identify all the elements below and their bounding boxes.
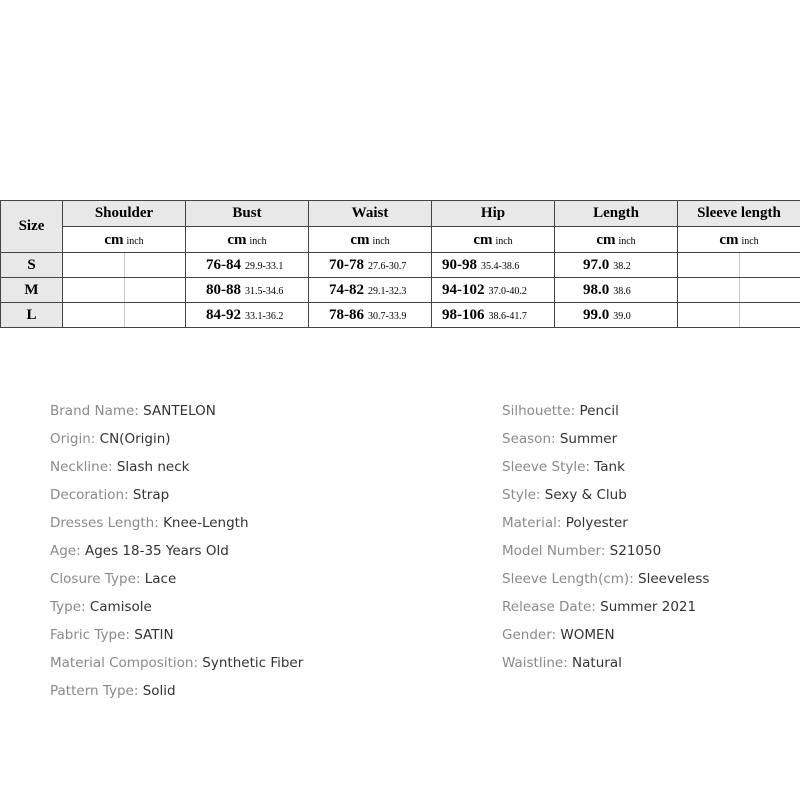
length-inch: 38.2 <box>613 261 631 272</box>
shoulder-value-empty <box>63 303 186 328</box>
spec-value: Strap <box>132 487 170 503</box>
length-inch: 39.0 <box>613 311 631 322</box>
waist-cm: 78-86 <box>329 307 364 323</box>
spec-dresses-length <box>50 510 303 538</box>
spec-value: Ages 18-35 Years Old <box>84 543 229 559</box>
sleeve-length-value-empty <box>678 303 800 328</box>
waist-units <box>309 227 432 253</box>
header-row-units <box>1 227 800 253</box>
spec-label: Season: <box>502 431 560 447</box>
length-cm: 98.0 <box>583 282 610 298</box>
size-chart-table <box>0 200 800 328</box>
spec-label: Material Composition: <box>50 655 203 671</box>
size-label: M <box>1 278 63 303</box>
waist-value <box>309 303 432 328</box>
spec-waistline <box>502 650 709 678</box>
spec-label: Material: <box>502 515 566 531</box>
spec-model-number <box>502 538 709 566</box>
waist-value <box>309 278 432 303</box>
length-units <box>555 227 678 253</box>
sleeve-length-units <box>678 227 800 253</box>
spec-sleeve-style <box>502 454 709 482</box>
hip-cm: 98-106 <box>442 307 485 323</box>
hip-cm: 94-102 <box>442 282 485 298</box>
sleeve-length-header: Sleeve length <box>678 201 800 227</box>
spec-age <box>50 538 303 566</box>
waist-inch: 29.1-32.3 <box>368 286 407 297</box>
header-row-measurements <box>1 201 800 227</box>
spec-type <box>50 594 303 622</box>
spec-silhouette <box>502 398 709 426</box>
hip-inch: 35.4-38.6 <box>481 261 520 272</box>
table-row <box>1 253 800 278</box>
specs-left-column <box>50 398 303 706</box>
spec-fabric-type <box>50 622 303 650</box>
spec-value: Natural <box>572 655 622 671</box>
unit-cm: cm <box>227 231 247 248</box>
spec-label: Closure Type: <box>50 571 145 587</box>
spec-value: Polyester <box>565 515 628 531</box>
spec-value: Knee-Length <box>163 515 249 531</box>
spec-style <box>502 482 709 510</box>
spec-value: S21050 <box>609 543 662 559</box>
spec-label: Release Date: <box>502 599 601 615</box>
waist-value <box>309 253 432 278</box>
unit-cm: cm <box>473 231 493 248</box>
spec-label: Origin: <box>50 431 100 447</box>
unit-inch: inch <box>372 235 390 247</box>
length-header: Length <box>555 201 678 227</box>
spec-sleeve-length <box>502 566 709 594</box>
hip-value <box>432 303 555 328</box>
bust-cm: 80-88 <box>206 282 241 298</box>
spec-value: Tank <box>594 459 625 475</box>
spec-value: SATIN <box>134 627 174 643</box>
bust-cm: 76-84 <box>206 257 241 273</box>
length-cm: 99.0 <box>583 307 610 323</box>
spec-decoration <box>50 482 303 510</box>
hip-cm: 90-98 <box>442 257 477 273</box>
size-column-header: Size <box>1 201 63 253</box>
bust-inch: 29.9-33.1 <box>245 261 284 272</box>
size-label: S <box>1 253 63 278</box>
spec-value: CN(Origin) <box>99 431 171 447</box>
spec-value: WOMEN <box>560 627 615 643</box>
spec-pattern-type <box>50 678 303 706</box>
unit-cm: cm <box>719 231 739 248</box>
unit-inch: inch <box>249 235 267 247</box>
spec-value: Summer <box>559 431 618 447</box>
spec-value: Sleeveless <box>638 571 710 587</box>
unit-cm: cm <box>596 231 616 248</box>
spec-season <box>502 426 709 454</box>
spec-material-composition <box>50 650 303 678</box>
hip-value <box>432 253 555 278</box>
hip-value <box>432 278 555 303</box>
length-value <box>555 253 678 278</box>
spec-label: Age: <box>50 543 85 559</box>
hip-inch: 38.6-41.7 <box>488 311 527 322</box>
spec-value: Camisole <box>89 599 152 615</box>
spec-value: SANTELON <box>143 403 216 419</box>
spec-label: Sleeve Length(cm): <box>502 571 639 587</box>
bust-inch: 33.1-36.2 <box>245 311 284 322</box>
bust-value <box>186 253 309 278</box>
spec-gender <box>502 622 709 650</box>
spec-value: Synthetic Fiber <box>202 655 304 671</box>
length-value <box>555 278 678 303</box>
bust-cm: 84-92 <box>206 307 241 323</box>
shoulder-units <box>63 227 186 253</box>
spec-label: Fabric Type: <box>50 627 135 643</box>
bust-header: Bust <box>186 201 309 227</box>
size-label: L <box>1 303 63 328</box>
unit-inch: inch <box>126 235 144 247</box>
spec-label: Pattern Type: <box>50 683 143 699</box>
spec-release-date <box>502 594 709 622</box>
waist-inch: 30.7-33.9 <box>368 311 407 322</box>
spec-value: Summer 2021 <box>600 599 697 615</box>
spec-value: Slash neck <box>116 459 190 475</box>
hip-inch: 37.0-40.2 <box>488 286 527 297</box>
unit-cm: cm <box>350 231 370 248</box>
spec-label: Model Number: <box>502 543 610 559</box>
shoulder-value-empty <box>63 253 186 278</box>
waist-cm: 74-82 <box>329 282 364 298</box>
spec-label: Waistline: <box>502 655 573 671</box>
unit-inch: inch <box>495 235 513 247</box>
specs-right-column <box>502 398 709 678</box>
sleeve-length-value-empty <box>678 278 800 303</box>
waist-inch: 27.6-30.7 <box>368 261 407 272</box>
bust-value <box>186 303 309 328</box>
spec-label: Neckline: <box>50 459 117 475</box>
length-cm: 97.0 <box>583 257 610 273</box>
shoulder-header: Shoulder <box>63 201 186 227</box>
waist-header: Waist <box>309 201 432 227</box>
table-row <box>1 278 800 303</box>
length-value <box>555 303 678 328</box>
bust-value <box>186 278 309 303</box>
spec-label: Decoration: <box>50 487 133 503</box>
unit-inch: inch <box>741 235 759 247</box>
spec-label: Type: <box>50 599 90 615</box>
spec-value: Sexy & Club <box>544 487 627 503</box>
spec-label: Dresses Length: <box>50 515 164 531</box>
length-inch: 38.6 <box>613 286 631 297</box>
spec-label: Sleeve Style: <box>502 459 595 475</box>
unit-cm: cm <box>104 231 124 248</box>
unit-inch: inch <box>618 235 636 247</box>
bust-inch: 31.5-34.6 <box>245 286 284 297</box>
spec-label: Brand Name: <box>50 403 144 419</box>
table-row <box>1 303 800 328</box>
spec-brand-name <box>50 398 303 426</box>
shoulder-value-empty <box>63 278 186 303</box>
spec-label: Silhouette: <box>502 403 580 419</box>
spec-label: Gender: <box>502 627 561 643</box>
hip-units <box>432 227 555 253</box>
spec-neckline <box>50 454 303 482</box>
spec-label: Style: <box>502 487 545 503</box>
sleeve-length-value-empty <box>678 253 800 278</box>
spec-value: Pencil <box>579 403 619 419</box>
spec-value: Lace <box>144 571 177 587</box>
spec-material <box>502 510 709 538</box>
hip-header: Hip <box>432 201 555 227</box>
spec-origin <box>50 426 303 454</box>
spec-value: Solid <box>142 683 176 699</box>
waist-cm: 70-78 <box>329 257 364 273</box>
spec-closure-type <box>50 566 303 594</box>
bust-units <box>186 227 309 253</box>
